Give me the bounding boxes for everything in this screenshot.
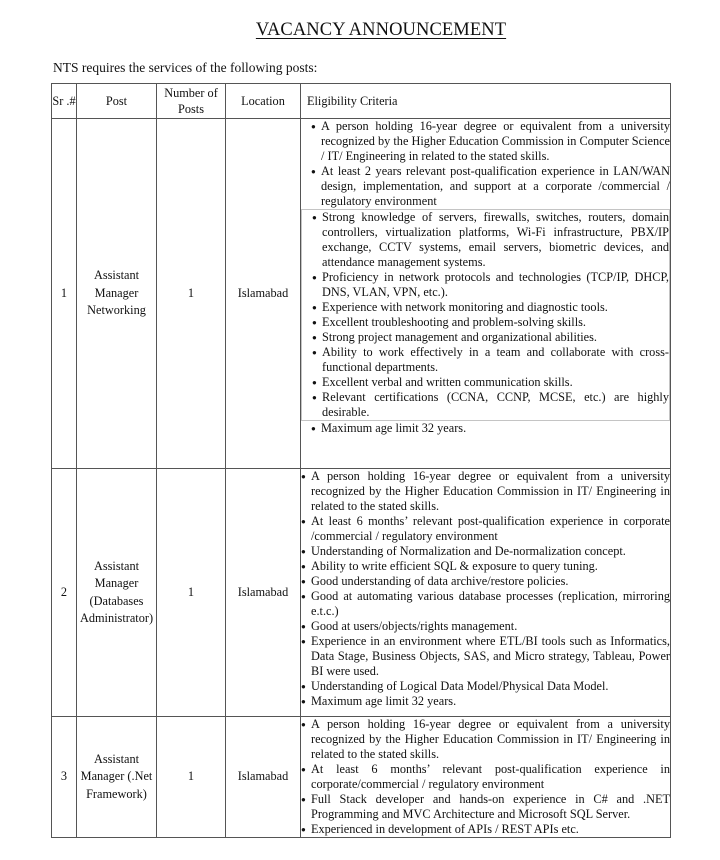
criteria-item: ● At least 2 years relevant post-qualification experience in LAN/WAN design, implementation, and support at a corporate /commercial / regulatory environment: [311, 164, 670, 209]
header-sr: Sr .#: [52, 84, 77, 119]
criteria-item: ● Understanding of Logical Data Model/Physical Data Model.: [301, 679, 670, 694]
criteria-skills-box: [301, 209, 670, 421]
header-criteria: Eligibility Criteria: [301, 84, 671, 119]
row-number: 1: [157, 119, 226, 469]
row-post: Assistant Manager Networking: [77, 119, 157, 469]
header-post: Post: [77, 84, 157, 119]
vacancy-table: [51, 83, 671, 838]
row-location: Islamabad: [226, 717, 301, 838]
row-sr: 1: [52, 119, 77, 469]
criteria-item: ● Understanding of Normalization and De-normalization concept.: [301, 544, 670, 559]
row-number: 1: [157, 717, 226, 838]
row-location: Islamabad: [226, 119, 301, 469]
criteria-item: ● Good understanding of data archive/restore policies.: [301, 574, 670, 589]
criteria-item: ● Ability to write efficient SQL & exposure to query tuning.: [301, 559, 670, 574]
criteria-item: ● Maximum age limit 32 years.: [311, 421, 670, 436]
criteria-item: ● Good at users/objects/rights management.: [301, 619, 670, 634]
criteria-list: [302, 210, 669, 420]
row-post: Assistant Manager (.Net Framework): [77, 717, 157, 838]
criteria-item: ● Strong knowledge of servers, firewalls, switches, routers, domain controllers, virtualization platforms, Wi-Fi infrastructure, PBX/IP exchange, CCTV systems, email servers, biometric devices, and attendance management systems.: [312, 210, 669, 270]
criteria-item: ● A person holding 16-year degree or equivalent from a university recognized by the Higher Education Commission in IT/ Engineering in related to the stated skills.: [301, 469, 670, 514]
criteria-item: ● Ability to work effectively in a team and collaborate with cross-functional departments.: [312, 345, 669, 375]
row-number: 1: [157, 469, 226, 717]
criteria-list: [301, 469, 670, 709]
row-post: Assistant Manager (Databases Administrator): [77, 469, 157, 717]
criteria-item: ● Proficiency in network protocols and technologies (TCP/IP, DHCP, DNS, VLAN, VPN, etc.).: [312, 270, 669, 300]
criteria-item: ● Experience in an environment where ETL/BI tools such as Informatics, Data Stage, Business Objects, SAS, and Micro strategy, Tableau, Power BI were used.: [301, 634, 670, 679]
criteria-item: ● Excellent verbal and written communication skills.: [312, 375, 669, 390]
criteria-item: ● Full Stack developer and hands-on experience in C# and .NET Programming and MVC Architecture and Microsoft SQL Server.: [301, 792, 670, 822]
row-criteria: [301, 717, 671, 838]
criteria-item: ● Maximum age limit 32 years.: [301, 694, 670, 709]
row-location: Islamabad: [226, 469, 301, 717]
criteria-list: [301, 119, 670, 209]
criteria-item: ● A person holding 16-year degree or equivalent from a university recognized by the Higher Education Commission in Computer Science / IT/ Engineering in related to the stated skills.: [311, 119, 670, 164]
table-row: [52, 119, 671, 469]
row-criteria: [301, 469, 671, 717]
table-row: [52, 469, 671, 717]
intro-text: NTS requires the services of the following posts:: [53, 60, 318, 75]
criteria-item: ● Relevant certifications (CCNA, CCNP, MCSE, etc.) are highly desirable.: [312, 390, 669, 420]
criteria-list: [301, 421, 670, 436]
row-sr: 2: [52, 469, 77, 717]
row-criteria: [301, 119, 671, 469]
criteria-item: ● Experience with network monitoring and diagnostic tools.: [312, 300, 669, 315]
header-location: Location: [226, 84, 301, 119]
criteria-list: [301, 717, 670, 837]
table-header-row: [52, 84, 671, 119]
criteria-item: ● At least 6 months’ relevant post-qualification experience in corporate/commercial / regulatory environment: [301, 762, 670, 792]
row-sr: 3: [52, 717, 77, 838]
criteria-item: ● Strong project management and organizational abilities.: [312, 330, 669, 345]
table-row: [52, 717, 671, 838]
header-number: Number of Posts: [157, 84, 226, 119]
criteria-item: ● Excellent troubleshooting and problem-solving skills.: [312, 315, 669, 330]
criteria-item: ● At least 6 months’ relevant post-qualification experience in corporate /commercial / regulatory environment: [301, 514, 670, 544]
criteria-item: ● A person holding 16-year degree or equivalent from a university recognized by the Higher Education Commission in IT/ Engineering in related to the stated skills.: [301, 717, 670, 762]
criteria-item: ● Experienced in development of APIs / REST APIs etc.: [301, 822, 670, 837]
criteria-item: ● Good at automating various database processes (replication, mirroring e.t.c.): [301, 589, 670, 619]
page-title: VACANCY ANNOUNCEMENT: [255, 20, 507, 40]
